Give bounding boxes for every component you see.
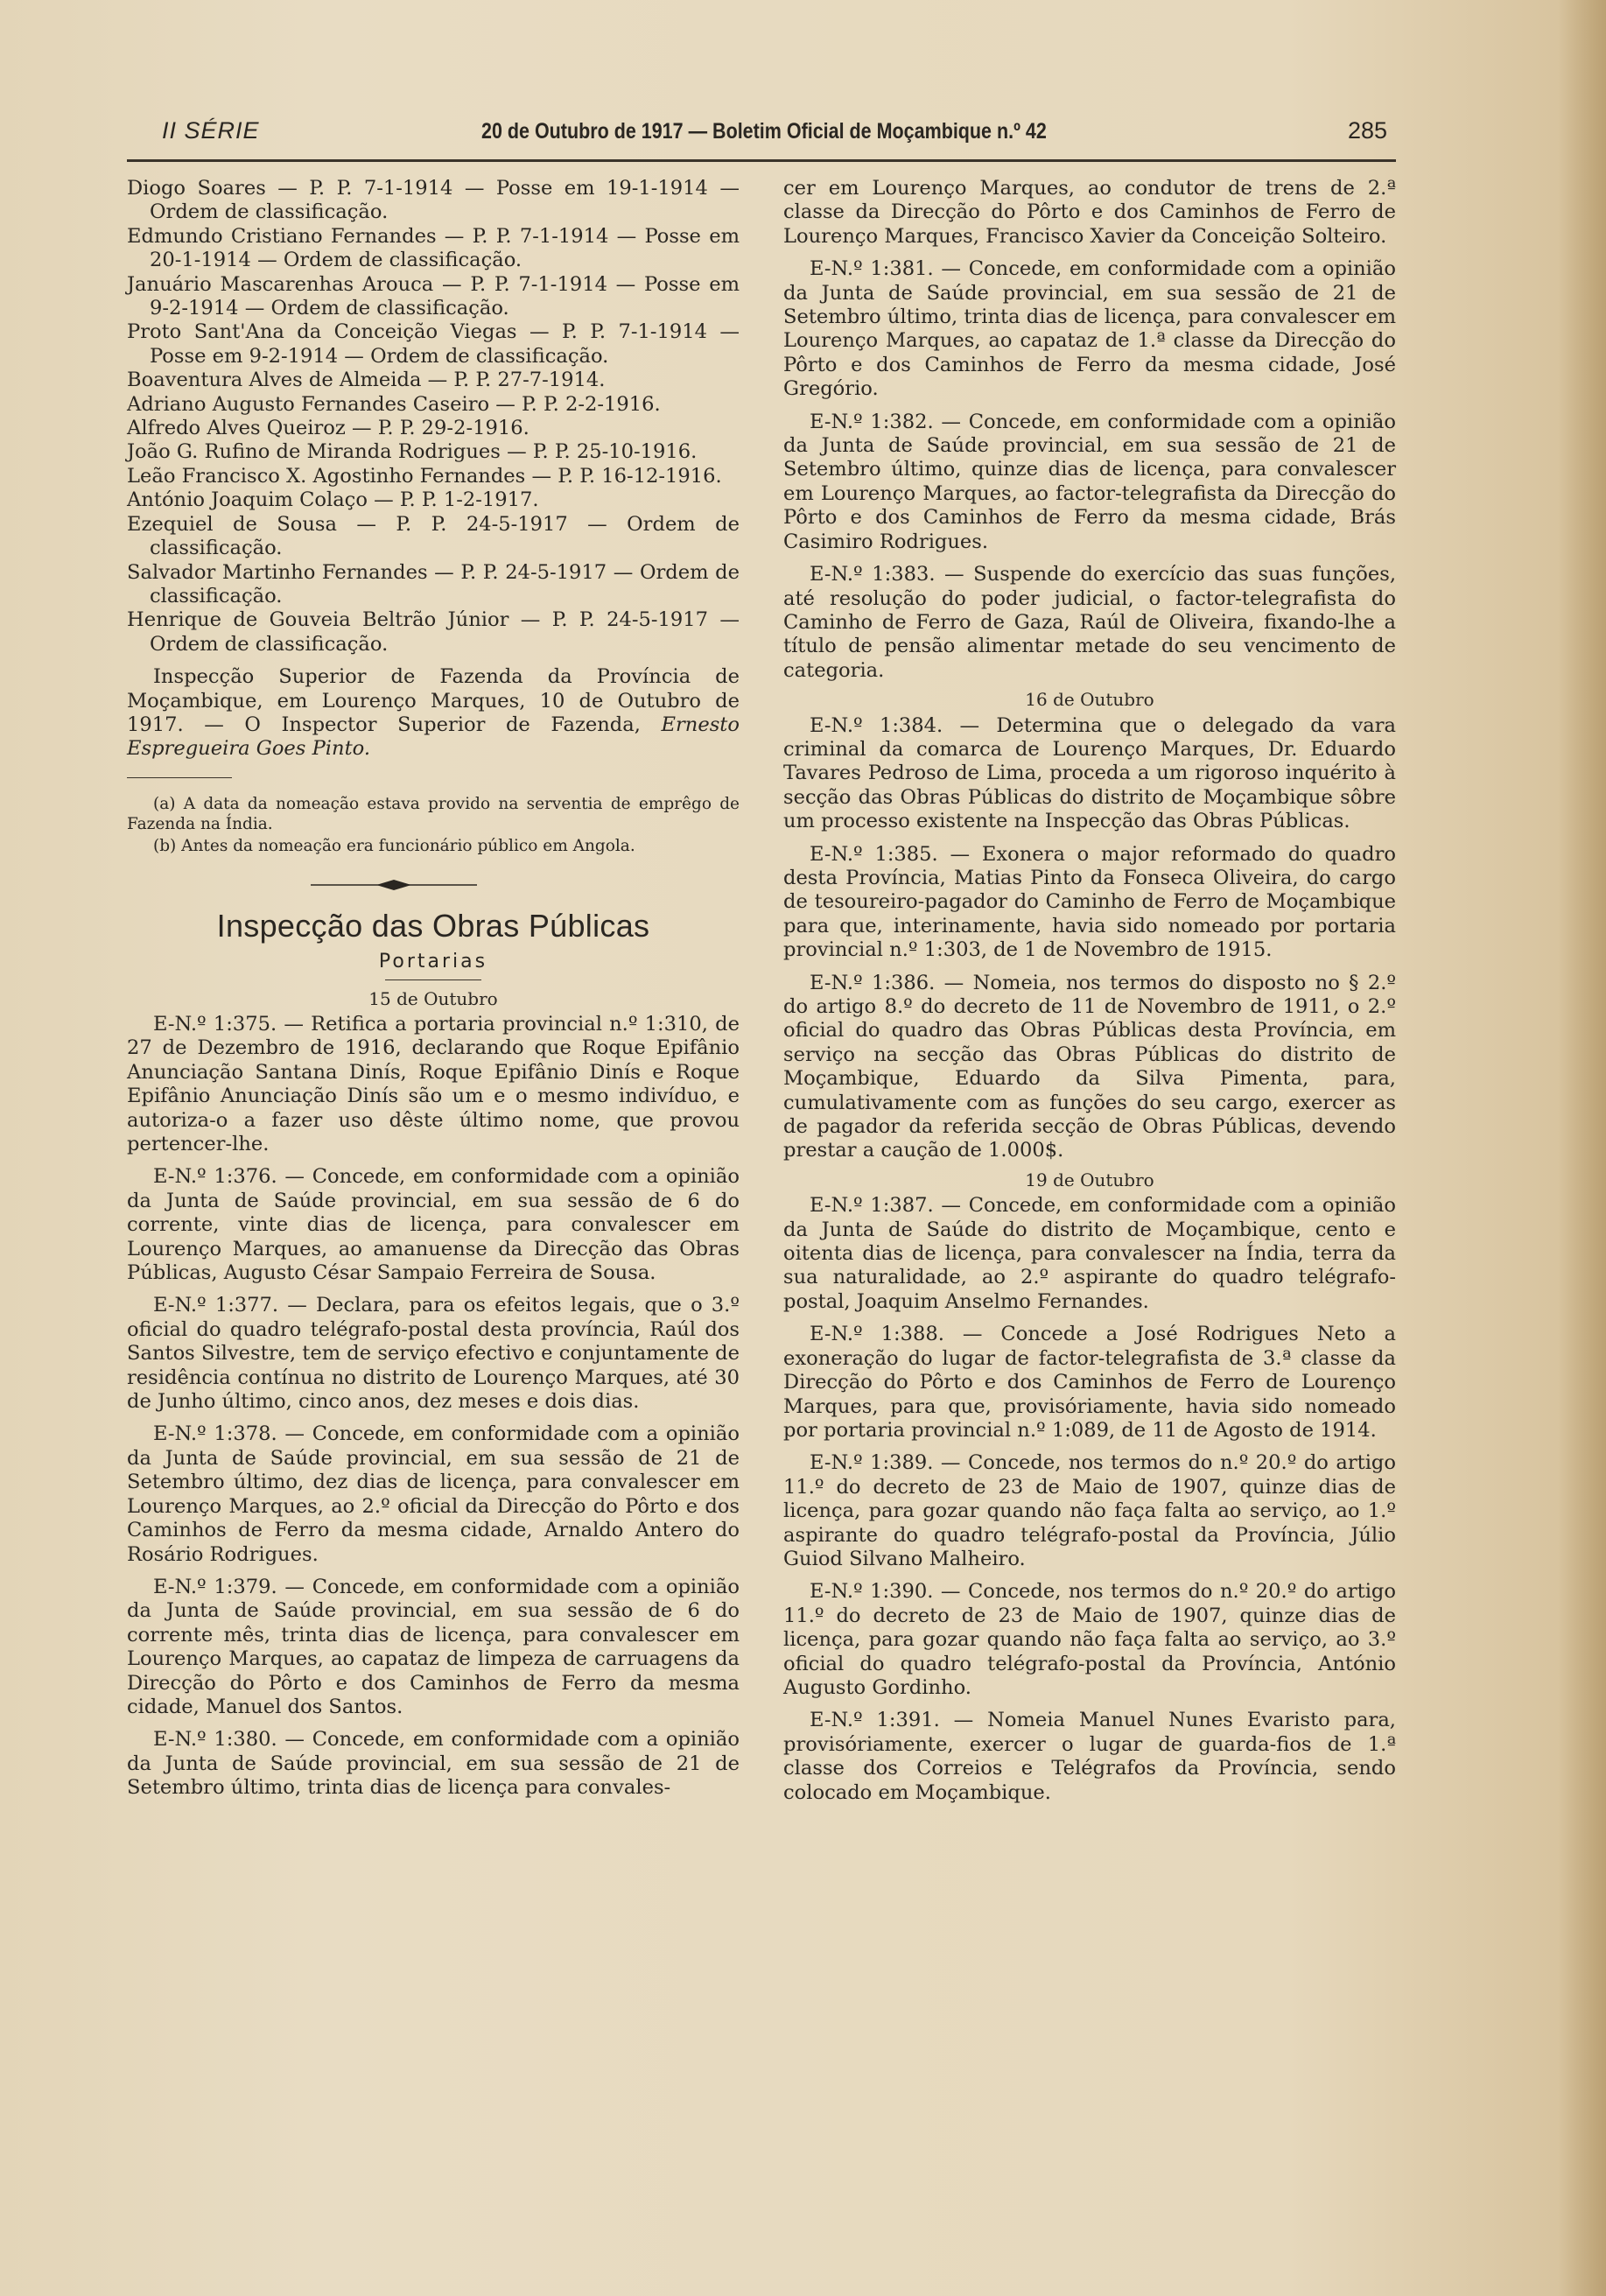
footnote-b: (b) Antes da nomeação era funcionário público em Angola.: [153, 836, 635, 855]
list-item: Proto Sant'Ana da Conceição Viegas — P. P. 7-1-1914 — Posse em 9-2-1914 — Ordem de classificação.: [127, 320, 740, 368]
list-item: Diogo Soares — P. P. 7-1-1914 — Posse em 19-1-1914 — Ordem de classificação.: [127, 177, 740, 224]
ordinance-paragraph: E-N.º 1:382. — Concede, em conformidade com a opinião da Junta de Saúde provincial, em sua sessão de 21 de Setembro último, quinze dias de licença, para convalescer em Lourenço Marques, ao factor-telegrafista da Direcção do Pôrto e dos Caminhos de Ferro da mesma cidade, Brás Casimiro Rodrigues.: [783, 410, 1396, 553]
ordinance-paragraph: E-N.º 1:375. — Retifica a portaria provincial n.º 1:310, de 27 de Dezembro de 1916, declarando que Roque Epifânio Anunciação Santana Dinís, Roque Epifânio Dinís e Roque Epifânio Anunciação Dinís são um e o mesmo indivíduo, e autoriza-o a fazer uso dêste último nome, que provou pertencer-lhe.: [127, 1012, 740, 1155]
list-item: Alfredo Alves Queiroz — P. P. 29-2-1916.: [127, 417, 529, 440]
header-rule: [127, 159, 1396, 162]
continuation-paragraph: cer em Lourenço Marques, ao condutor de trens de 2.ª classe da Direcção do Pôrto e dos Caminhos de Ferro de Lourenço Marques, Francisco Xavier da Conceição Solteiro.: [783, 177, 1396, 248]
appointment-list: [127, 177, 740, 657]
section-title: Inspecção das Obras Públicas: [216, 907, 650, 944]
ordinance-paragraph: E-N.º 1:391. — Nomeia Manuel Nunes Evaristo para, provisóriamente, exercer o lugar de guarda-fios de 1.ª classe dos Correios e Telégrafos da Província, sendo colocado em Moçambique.: [783, 1709, 1396, 1804]
ordinance-paragraph: E-N.º 1:388. — Concede a José Rodrigues Neto a exoneração do lugar de factor-telegrafista de 3.ª classe da Direcção do Pôrto e dos Caminhos de Ferro de Lourenço Marques, para que, provisóriamente, havia sido nomeado por portaria provincial n.º 1:089, de 11 de Agosto de 1914.: [783, 1323, 1396, 1442]
ordinance-paragraph: E-N.º 1:377. — Declara, para os efeitos legais, que o 3.º oficial do quadro telégrafo-postal desta província, Raúl dos Santos Silvestre, tem de serviço efectivo e conjuntamente de residência contínua no distrito de Lourenço Marques, até 30 de Junho último, cinco anos, dez meses e dois dias.: [127, 1294, 740, 1414]
subheading: Portarias: [378, 951, 488, 973]
list-item: Edmundo Cristiano Fernandes — P. P. 7-1-1914 — Posse em 20-1-1914 — Ordem de classificação.: [127, 224, 740, 272]
footnote-a: (a) A data da nomeação estava provido na serventia de emprêgo de Fazenda na Índia.: [127, 794, 740, 833]
ordinance-paragraph: E-N.º 1:386. — Nomeia, nos termos do disposto no § 2.º do artigo 8.º do decreto de 11 de Novembro de 1911, o 2.º oficial do quadro das Obras Públicas desta Província, em serviço na secção das Obras Públicas do distrito de Moçambique, Eduardo da Silva Pimenta, para, cumulativamente com as funções do seu cargo, exercer as de pagador da referida secção de Obras Públicas, devendo prestar a caução de 1.000$.: [783, 971, 1396, 1162]
page-number: 285: [1347, 117, 1387, 144]
issue-line: 20 de Outubro de 1917 — Boletim Oficial de Moçambique n.º 42: [481, 119, 1047, 144]
notes-divider: [127, 777, 232, 778]
ordinance-paragraph: E-N.º 1:387. — Concede, em conformidade com a opinião da Junta de Saúde do distrito de Moçambique, cento e oitenta dias de licença, para convalescer na Índia, terra da sua naturalidade, ao 2.º aspirante do quadro telégrafo-postal, Joaquim Anselmo Fernandes.: [783, 1194, 1396, 1313]
closing-text: Inspecção Superior de Fazenda da Província de Moçambique, em Lourenço Marques, 10 de Outubro de 1917. — O Inspector Superior de Fazenda,: [127, 665, 740, 736]
ordinance-paragraph: E-N.º 1:385. — Exonera o major reformado do quadro desta Província, Matias Pinto da Fonseca Oliveira, do cargo de tesoureiro-pagador do Caminho de Ferro de Moçambique para que, interinamente, havia sido nomeado por portaria provincial n.º 1:303, de 1 de Novembro de 1915.: [783, 842, 1396, 962]
list-item: Boaventura Alves de Almeida — P. P. 27-7-1914.: [127, 369, 606, 392]
ornament-rule-icon: [311, 879, 477, 891]
left-column: [127, 177, 740, 1801]
ordinance-paragraph: E-N.º 1:389. — Concede, nos termos do n.º 20.º do artigo 11.º do decreto de 23 de Maio de 1907, quinze dias de licença, para gozar quando não faça falta ao serviço, ao 1.º aspirante do quadro telégrafo-postal da Província, Júlio Guiod Silvano Malheiro.: [783, 1451, 1396, 1570]
series-label: II SÉRIE: [162, 117, 260, 144]
list-item: Henrique de Gouveia Beltrão Júnior — P. P. 24-5-1917 — Ordem de classificação.: [127, 608, 740, 656]
date-heading: 16 de Outubro: [1025, 689, 1154, 711]
list-item: António Joaquim Colaço — P. P. 1-2-1917.: [127, 488, 539, 512]
page-edge-shadow: [1558, 0, 1606, 2296]
ordinance-paragraph: E-N.º 1:379. — Concede, em conformidade com a opinião da Junta de Saúde provincial, em sua sessão de 6 do corrente mês, trinta dias de licença, para convalescer em Lourenço Marques, ao capataz de limpeza de carruagens da Direcção do Pôrto e dos Caminhos de Ferro da mesma cidade, Manuel dos Santos.: [127, 1575, 740, 1718]
closing-paragraph: [127, 665, 740, 762]
ordinance-paragraph: E-N.º 1:380. — Concede, em conformidade com a opinião da Junta de Saúde provincial, em sua sessão de 21 de Setembro último, trinta dias de licença para convales-: [127, 1728, 740, 1800]
right-column: [783, 177, 1396, 1805]
subheading-rule: [385, 979, 481, 980]
date-heading: 19 de Outubro: [1025, 1169, 1154, 1190]
list-item: Adriano Augusto Fernandes Caseiro — P. P. 2-2-1916.: [127, 392, 661, 416]
list-item: Januário Mascarenhas Arouca — P. P. 7-1-1914 — Posse em 9-2-1914 — Ordem de classificação.: [127, 272, 740, 320]
ordinance-paragraph: E-N.º 1:390. — Concede, nos termos do n.º 20.º do artigo 11.º do decreto de 23 de Maio de 1907, quinze dias de licença, para gozar quando não faça falta ao serviço, ao 3.º oficial do quadro telégrafo-postal da Província, António Augusto Gordinho.: [783, 1580, 1396, 1699]
list-item: João G. Rufino de Miranda Rodrigues — P. P. 25-10-1916.: [127, 440, 698, 464]
section-ornament: [127, 872, 740, 902]
page-header: [127, 114, 1387, 149]
ordinance-paragraph: E-N.º 1:381. — Concede, em conformidade com a opinião da Junta de Saúde provincial, em sua sessão de 21 de Setembro último, trinta dias de licença, para convalescer em Lourenço Marques, ao capataz de 1.ª classe da Direcção do Pôrto e dos Caminhos de Ferro da mesma cidade, José Gregório.: [783, 257, 1396, 401]
signature: Ernesto Espregueira Goes Pinto.: [127, 713, 740, 761]
ordinance-paragraph: E-N.º 1:384. — Determina que o delegado da vara criminal da comarca de Lourenço Marques, Dr. Eduardo Tavares Pedroso de Lima, proceda a um rigoroso inquérito à secção das Obras Públicas do distrito de Moçambique sôbre um processo existente na Inspecção das Obras Públicas.: [783, 713, 1396, 833]
list-item: Leão Francisco X. Agostinho Fernandes — P. P. 16-12-1916.: [127, 464, 722, 488]
list-item: Salvador Martinho Fernandes — P. P. 24-5-1917 — Ordem de classificação.: [127, 560, 740, 607]
ordinance-paragraph: E-N.º 1:378. — Concede, em conformidade com a opinião da Junta de Saúde provincial, em sua sessão de 21 de Setembro último, dez dias de licença, para convalescer em Lourenço Marques, ao 2.º oficial da Direcção do Pôrto e dos Caminhos de Ferro da mesma cidade, Arnaldo Antero do Rosário Rodrigues.: [127, 1422, 740, 1566]
list-item: Ezequiel de Sousa — P. P. 24-5-1917 — Ordem de classificação.: [127, 512, 740, 560]
ordinance-paragraph: E-N.º 1:376. — Concede, em conformidade com a opinião da Junta de Saúde provincial, em sua sessão de 6 do corrente, vinte dias de licença, para convalescer em Lourenço Marques, ao amanuense da Direcção das Obras Públicas, Augusto César Sampaio Ferreira de Sousa.: [127, 1165, 740, 1285]
footnotes: [127, 794, 740, 856]
ordinance-paragraph: E-N.º 1:383. — Suspende do exercício das suas funções, até resolução do poder judicial, o factor-telegrafista do Caminho de Ferro de Gaza, Raúl de Oliveira, fixando-lhe a título de pensão alimentar metade do seu vencimento de categoria.: [783, 563, 1396, 682]
date-heading: 15 de Outubro: [368, 987, 498, 1009]
